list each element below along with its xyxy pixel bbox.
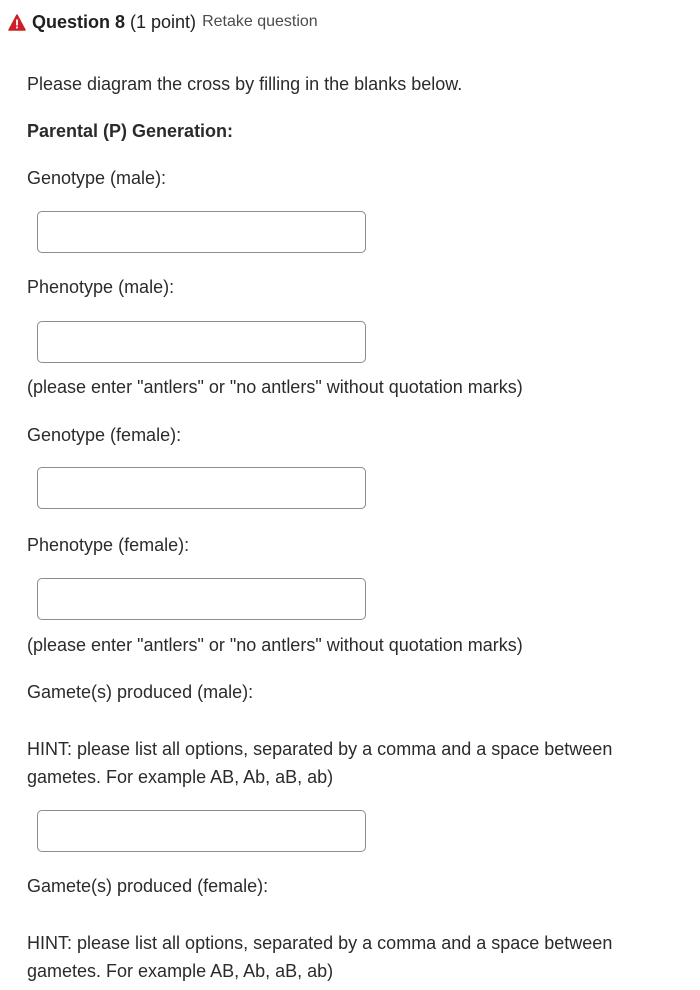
phenotype-male-label: Phenotype (male): [27,277,175,297]
question-header [8,10,318,34]
gametes-male-hint: HINT: please list all options, separated by a comma and a space between gametes. For example AB, Ab, aB, ab) [27,739,613,787]
phenotype-male-input[interactable] [37,321,366,363]
genotype-male-label: Genotype (male): [27,168,167,188]
genotype-female-label: Genotype (female): [27,425,182,445]
phenotype-female-input[interactable] [37,578,366,620]
gametes-male-label: Gamete(s) produced (male): [27,682,254,702]
genotype-female-input[interactable] [37,467,366,509]
phenotype-female-note: (please enter "antlers" or "no antlers" without quotation marks) [27,635,523,655]
retake-question-label: Retake question [202,13,318,30]
phenotype-male-note: (please enter "antlers" or "no antlers" without quotation marks) [27,377,523,397]
gametes-male-input[interactable] [37,810,366,852]
phenotype-female-label: Phenotype (female): [27,535,190,555]
genotype-male-input[interactable] [37,211,366,253]
gametes-female-hint: HINT: please list all options, separated by a comma and a space between gametes. For example AB, Ab, aB, ab) [27,933,613,981]
gametes-female-label: Gamete(s) produced (female): [27,876,269,896]
intro-text: Please diagram the cross by filling in the blanks below. [27,74,463,94]
warning-triangle-icon [8,14,26,31]
question-points: (1 point) [130,11,197,32]
question-title: Question 8 [32,11,126,32]
section-title: Parental (P) Generation: [27,121,234,141]
